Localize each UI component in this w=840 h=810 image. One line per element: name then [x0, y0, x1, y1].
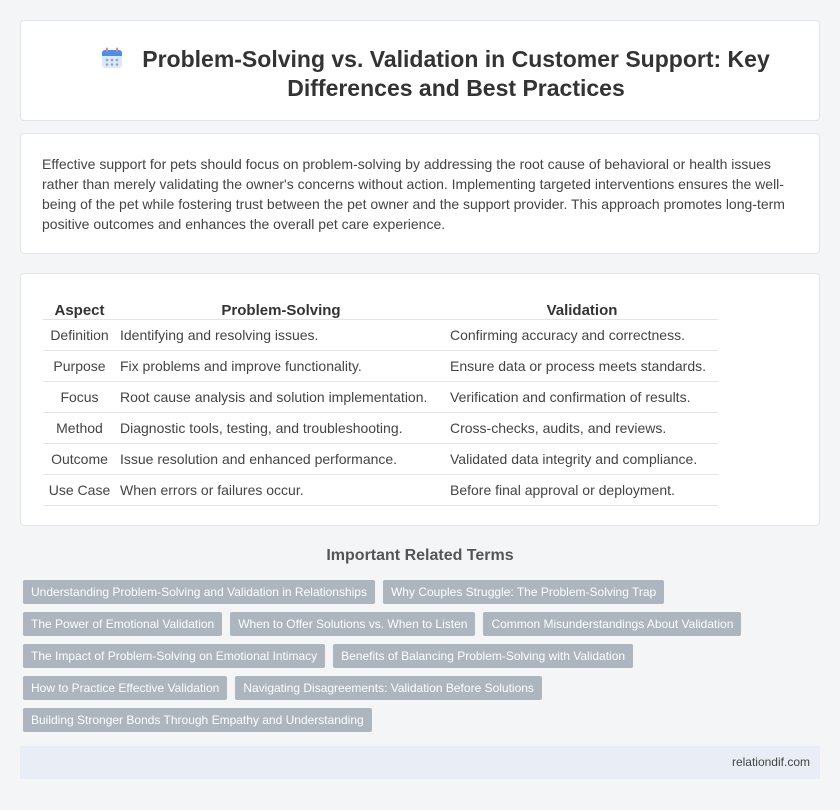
- header-validation: Validation: [446, 294, 718, 320]
- table-row: [43, 475, 718, 506]
- related-term-tag[interactable]: Building Stronger Bonds Through Empathy and Understanding: [23, 708, 372, 732]
- validation-cell: Ensure data or process meets standards.: [446, 351, 718, 382]
- title-card: [20, 20, 820, 121]
- aspect-cell: Outcome: [43, 444, 116, 475]
- related-term-tag[interactable]: The Power of Emotional Validation: [23, 612, 222, 636]
- validation-cell: Validated data integrity and compliance.: [446, 444, 718, 475]
- related-term-tag[interactable]: How to Practice Effective Validation: [23, 676, 227, 700]
- aspect-cell: Focus: [43, 382, 116, 413]
- tag-row: [23, 644, 823, 668]
- tag-row: [23, 676, 823, 700]
- problem-solving-cell: Diagnostic tools, testing, and troubleshooting.: [116, 413, 446, 444]
- validation-cell: Confirming accuracy and correctness.: [446, 320, 718, 351]
- table-row: [43, 382, 718, 413]
- related-term-tag[interactable]: Common Misunderstandings About Validation: [483, 612, 741, 636]
- related-term-tag[interactable]: When to Offer Solutions vs. When to Listen: [230, 612, 475, 636]
- validation-cell: Cross-checks, audits, and reviews.: [446, 413, 718, 444]
- header-aspect: Aspect: [43, 294, 116, 320]
- page-title: Problem-Solving vs. Validation in Customer Support: Key Differences and Best Practices: [142, 46, 770, 101]
- problem-solving-cell: Issue resolution and enhanced performance.: [116, 444, 446, 475]
- related-term-tag[interactable]: Navigating Disagreements: Validation Before Solutions: [235, 676, 542, 700]
- intro-paragraph: Effective support for pets should focus on problem-solving by addressing the root cause of behavioral or health issues rather than merely validating the owner's concerns without action. Implementing targeted interventions ensures the well-being of the pet while fostering trust between the pet owner and the support provider. This approach promotes long-term positive outcomes and enhances the overall pet care experience.: [42, 156, 785, 232]
- problem-solving-cell: Root cause analysis and solution implementation.: [116, 382, 446, 413]
- tag-row: [23, 612, 823, 636]
- aspect-cell: Use Case: [43, 475, 116, 506]
- header-problem-solving: Problem-Solving: [116, 294, 446, 320]
- problem-solving-cell: Fix problems and improve functionality.: [116, 351, 446, 382]
- table-row: [43, 413, 718, 444]
- footer-site-link[interactable]: relationdif.com: [731, 755, 810, 769]
- problem-solving-cell: Identifying and resolving issues.: [116, 320, 446, 351]
- validation-cell: Verification and confirmation of results.: [446, 382, 718, 413]
- related-term-tag[interactable]: Benefits of Balancing Problem-Solving with Validation: [333, 644, 633, 668]
- aspect-cell: Method: [43, 413, 116, 444]
- validation-cell: Before final approval or deployment.: [446, 475, 718, 506]
- table-header-row: [43, 294, 718, 320]
- related-term-tag[interactable]: Why Couples Struggle: The Problem-Solving Trap: [383, 580, 664, 604]
- intro-card: [20, 133, 820, 254]
- comparison-table: [43, 294, 718, 506]
- table-row: [43, 444, 718, 475]
- footer: [20, 746, 820, 779]
- related-term-tag[interactable]: Understanding Problem-Solving and Validation in Relationships: [23, 580, 375, 604]
- table-row: [43, 351, 718, 382]
- comparison-card: [20, 273, 820, 526]
- related-terms-list: [23, 580, 823, 740]
- tag-row: [23, 580, 823, 604]
- problem-solving-cell: When errors or failures occur.: [116, 475, 446, 506]
- related-term-tag[interactable]: The Impact of Problem-Solving on Emotional Intimacy: [23, 644, 325, 668]
- table-row: [43, 320, 718, 351]
- aspect-cell: Definition: [43, 320, 116, 351]
- aspect-cell: Purpose: [43, 351, 116, 382]
- tag-row: [23, 708, 823, 732]
- related-terms-heading: Important Related Terms: [326, 547, 514, 564]
